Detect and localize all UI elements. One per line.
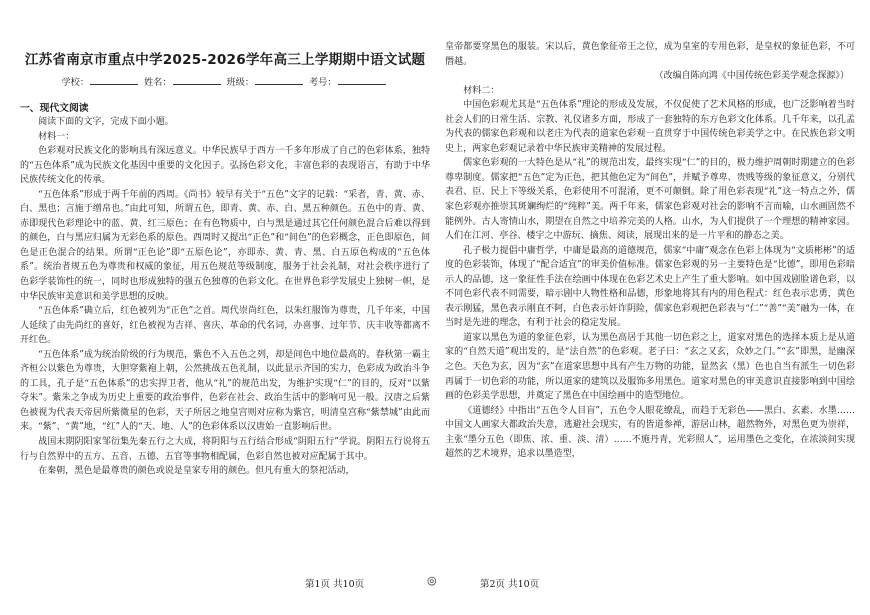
student-info-line bbox=[20, 74, 430, 88]
paragraph: 在秦朝，黑色是最尊贵的颜色或说是皇家专用的颜色。但凡有重大的祭祀活动， bbox=[38, 466, 355, 477]
exam-title: 江苏省南京市重点中学2025-2026学年高三上学期期中语文试题 bbox=[24, 52, 426, 68]
right-column bbox=[445, 40, 855, 462]
class-label: 班级： bbox=[226, 77, 255, 88]
instruction: 阅读下面的文字，完成下面小题。 bbox=[38, 117, 174, 127]
page-number-left: 第1页 共10页 bbox=[305, 579, 365, 590]
page-number-right: 第2页 共10页 bbox=[480, 579, 540, 590]
name-label: 姓名： bbox=[143, 77, 172, 88]
school-blank[interactable] bbox=[90, 75, 138, 85]
paragraph: 色彩观对民族文化的影响具有深远意义。中华民族早于西方一千多年形成了自己的色彩体系，独特的“五色体系”成为民族文化基因中重要的文化因子。弘扬色彩文化，丰富色彩的表现语言，有助于中华民族传统文化的传承。 bbox=[20, 146, 430, 186]
school-label: 学校： bbox=[61, 77, 90, 88]
name-blank[interactable] bbox=[173, 75, 221, 85]
paragraph: 皇帝都要穿黑色的服装。宋以后，黄色象征帝王之位，成为皇室的专用色彩，是皇权的象征色彩，不可僭越。 bbox=[445, 42, 855, 67]
paragraph: “五色体系”成为统治阶级的行为规范，紫色不入五色之列，却是间色中地位最高的。春秋第一霸主齐桓公以紫色为尊贵，大胆穿紫袍上朝，公然挑战五色礼制，以此显示齐国的实力，色彩成为政治斗争的工具，孔子是“五色体系”的忠实捍卫者，他从“礼”的规范出发，为维护实现“仁”的目的，反对“以紫夺朱”。紫朱之争成为历史上重要的政治事件，色彩在社会、政治生活中的影响可见一般。汉唐之后紫色被视为代表天帝居所紫微星的色彩，天子所居之地皇宫则对应称为紫宫，明清皇宫称“紫禁城”由此而来。“紫”、“黄”地，“红”人的“天、地、人”的色彩体系以汉唐始一直影响后世。 bbox=[20, 349, 430, 433]
binding-hole-mark: ◎ bbox=[427, 574, 437, 587]
paragraph: 孔子极力提倡中庸哲学，中庸是最高的道德规范，儒家“中庸”观念在色彩上体现为“文质彬彬”的适度的色彩装饰，体现了“配合适宜”的审美价值标准。儒家色彩观的另一主要特色是“比德”，即用色彩暗示人的品德，这一象征性手法在绘画中体现在色彩艺术史上产生了重大影响。如中国戏剧脸谱色彩，以不同色彩代表不同需要，暗示剧中人物性格和品德，形象地将其有内的用色程式：红色表示忠勇，黄色表示刚猛，黑色表示刚直不阿，白色表示奸诈阴险，儒家色彩观把色彩表与“仁”“善”“美”融为一体，在当时是先进的理念，有利于社会的稳定发展。 bbox=[445, 245, 855, 329]
paragraph: 儒家色彩观的一大特色是从“礼”的规范出发，最终实现“仁”的目的，极力维护周朝时期建立的色彩尊卑制度。儒家把“五色”定为正色，把其他色定为“间色”，并赋予尊卑、贵贱等级的象征意义，分别代表君、臣、民上下等级关系，色彩使用不可混淆，更不可颠倒。除了用色彩表现“礼”这一特点之外，儒家色彩观亦推崇其斑斓绚烂的“纯粹”美。两千年来，儒家色彩观对社会的影响不言而喻，山水画固然不能例外。古人寄情山水，期望在自然之中培养完美的人格。山水，为人们提供了一个理想的精神家园。人们在江河、亭谷、楼宇之中游玩、摘焦、阅读，展现出来的是一片平和的静态之美。 bbox=[445, 158, 855, 242]
source-citation: （改编自陈向鸿《中国传统色彩美学观念探源》） bbox=[654, 71, 849, 82]
paragraph: 道家以黑色为道的象征色彩，认为黑色高居于其他一切色彩之上，道家对黑色的选择本质上是从道家的“自然天道”观出发的，是“法自然”的色彩观。老子曰：“玄之又玄，众妙之门。”“玄”即黑，是幽深之色。天色为玄，因为“玄”在道家思想中具有产生万物的功能，显然玄（黑）色也自当有派生一切色彩再属于一切色彩的功能，所以道家的建筑以及服饰多用黑色。道家对黑色的审美意识直接影响到中国绘画的色彩美学思想，并奠定了黑色在中国绘画中的造型地位。 bbox=[445, 332, 855, 402]
exam-no-blank[interactable] bbox=[338, 75, 386, 85]
material-two-label: 材料二： bbox=[463, 85, 500, 96]
left-column bbox=[20, 0, 430, 479]
section-heading: 一、现代文阅读 bbox=[20, 103, 89, 114]
paragraph: 《道德经》中指出“五色令人目盲”，五色令人眼花缭乱，而趋于无彩色——黑白、玄素、水墨……中国文人画家大都政治失意，逃避社会现实，有的皆道参禅，游居山林，超然物外，对黑色更为崇祥，主张“墨分五色（即焦、浓、重、淡、清）……不施丹青，光彩照人”，运用墨色之变化，在浓淡间实现超然的艺术境界，追求以墨造型， bbox=[445, 405, 855, 460]
class-blank[interactable] bbox=[255, 75, 303, 85]
paragraph: “五色体系”形成于两千年前的西周。《尚书》较早有关于“五色”文字的记载：“采者，青、黄、赤、白、黑也；言施于缯帛也。”由此可知，所谓五色，即青、黄、赤、白、黑五种颜色。五色中的青、黄、赤即现代色彩理论中的蓝、黄、红三原色；在有色物质中，白与黑是通过其它任何颜色混合后难以得到的颜色，白与黑应归属为无彩色系的原色。西周时又提出“正色”和“间色”的色彩概念，正色即原色，间色是正色混合的结果。所谓“正色论”即“五原色论”，亦即赤、黄、青、黑、白五原色构成的“五色体系”。统治者规五色为尊贵和权威的象征，用五色规范等级制度，服务于社会礼制，对社会秩序进行了色彩学装饰性的统一，同时也形成独特的强五色独尊的色彩文化。在世界色彩学发展史上独树一帜，是中华民族审美意识和美学思想的反映。 bbox=[20, 189, 430, 302]
paragraph: 战国末期阴阳家邹衍集先秦五行之大成，将阴阳与五行结合形成“阴阳五行”学说。阴阳五行说将五行与自然界中的五方、五音、五德、五官等事物相配属，色彩自然也被对应配属于其中。 bbox=[20, 437, 430, 462]
exam-no-label: 考号： bbox=[308, 77, 337, 88]
material-one-label: 材料一： bbox=[38, 131, 75, 142]
paragraph: 中国色彩观尤其是“五色体系”理论的形成及发展，不仅促使了艺术风格的形成，也广泛影响着当时社会人们的日常生活、宗教、礼仪诸多方面，形成了一套独特的东方色彩文化体系。几千年来，以孔孟为代表的儒家色彩观和以老庄为代表的道家色彩观一直贯穿于中国传统色彩美学之中。在民族色彩文明史上，两家色彩观记录着中华民族审美精神的发展过程。 bbox=[445, 100, 855, 154]
paragraph: “五色体系”确立后，红色被列为“正色”之首。周代崇尚红色，以朱红服饰为尊贵，几千年来，中国人延续了由先尚红的喜好，红色被视为吉祥、喜庆、革命的代名词，办喜事、过年节、庆丰收等都离不开红色。 bbox=[20, 306, 430, 346]
